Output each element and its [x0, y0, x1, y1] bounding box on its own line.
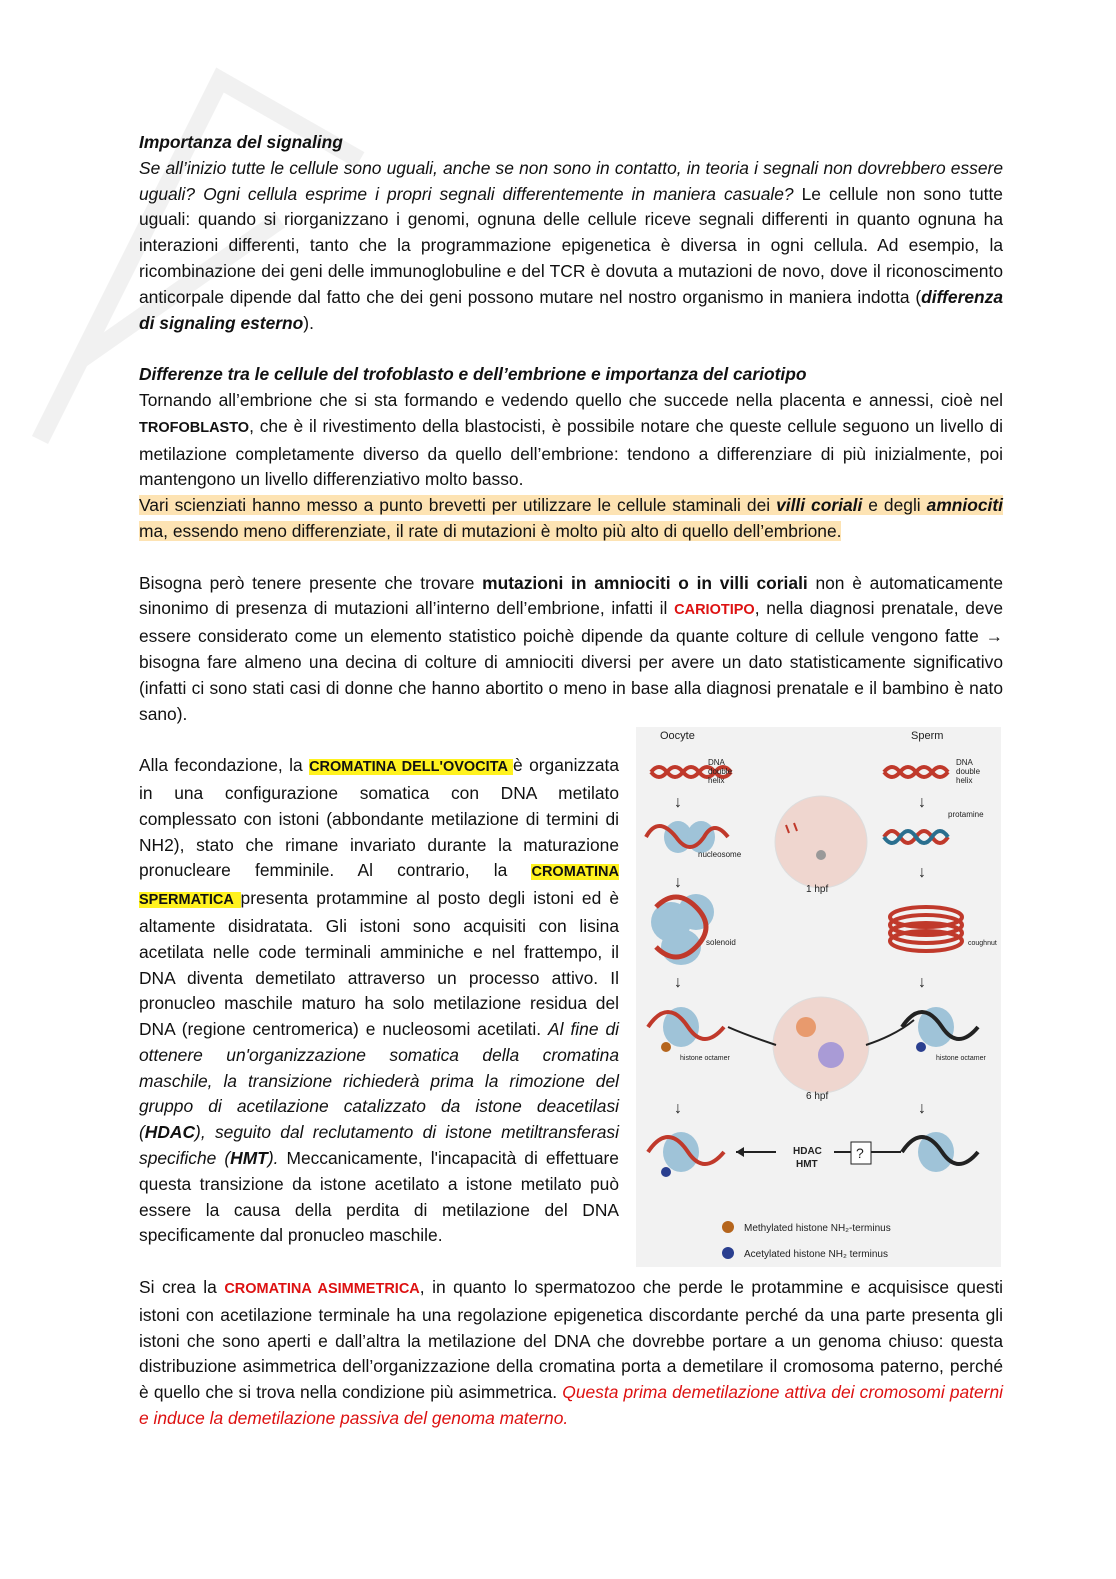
fig-nucleosome-label: nucleosome — [698, 850, 742, 860]
arrow-icon: → — [985, 626, 1003, 647]
fig-hmt-label: HMT — [796, 1159, 818, 1171]
asim-red-italic: Questa prima demetilazione attiva dei cromosomi paterni e induce la demetilazione passiva del genoma materno. — [139, 1382, 1003, 1429]
fec-text-d: Meccanicamente, l'incapacità di effettuare questa transizione da istone acetilato a istone metilato può essere la causa della perdita di metilazione del DNA specificamente dal pronucleo maschile. — [139, 1148, 619, 1246]
fig-hdac-label: HDAC — [793, 1146, 822, 1158]
trofoblasto-text-b: , che è il rivestimento della blastocisti, è possibile notare che queste cellule seguono un livello di metilazione completamente diverso da quello dell’embrione: tendono a differenziare di più inizialmente, poi mantengono un livello differenziativo molto basso. — [139, 415, 1003, 490]
fig-double-label-left: double — [708, 767, 733, 777]
term-cariotipo: CARIOTIPO — [674, 602, 755, 619]
hl-text-c: e degli — [862, 495, 927, 516]
fig-1hpf-label: 1 hpf — [806, 884, 829, 896]
heading-trofoblasto: Differenze tra le cellule del trofoblasto e dell’embrione e importanza del cariotipo — [139, 364, 807, 385]
term-trofoblasto: TROFOBLASTO — [139, 419, 250, 436]
signaling-body: Le cellule non sono tutte uguali: quando si riorganizzano i genomi, ognuna delle cellule riceve segnali differenti in quanto ognuna ha interazioni differenti, tanto che la programmazione epigenetica è diversa in ogni cellula. Ad esempio, la ricombinazione dei geni delle immunoglobuline e del TCR è dovuta a mutazioni de novo, dove il riconoscimento anticorpale dipende dal fatto che dei geni possono mutare nel nostro organismo in maniera indotta ( — [139, 183, 1003, 307]
term-villi-coriali: villi coriali — [776, 495, 863, 516]
asim-text-b: , in quanto lo spermatozoo che perde le protammine e acquisisce questi istoni con acetilazione terminale ha una regolazione epigenetica discordante perché da una parte presenta gli istoni che sono aperti e dall’altra la metilazione del DNA che dovrebbe portare a un genoma chiuso: questa distribuzione asimmetrica dell’organizzazione della cromatina porta a demetilare il cromosoma paterno, perché è quello che si trova nella condizione più asimmetrica. — [139, 1277, 1004, 1403]
term-cromatina-spermatica: CROMATINA SPERMATICA — [139, 864, 619, 909]
down-arrow-icon: ↓ — [674, 794, 682, 812]
term-hmt: HMT — [230, 1148, 268, 1169]
fig-question-mark: ? — [856, 1145, 864, 1162]
cariotipo-text-d: , nella diagnosi prenatale, deve essere considerato come un elemento statistico poichè dipende da quante colture di cellule vengono fatte — [139, 598, 1003, 647]
down-arrow-icon: ↓ — [918, 864, 926, 882]
document-page — [139, 130, 1003, 1432]
signaling-emphasis: differenza di signaling esterno — [139, 286, 1003, 333]
fig-octamer-label-right: histone octamer — [936, 1055, 986, 1063]
trofoblasto-text-a: Tornando all’embrione che si sta formando e vedendo quello che succede nella placenta e annessi, cioè nel — [139, 389, 1003, 410]
down-arrow-icon: ↓ — [674, 1100, 682, 1118]
fec-text-a: Alla fecondazione, la — [139, 755, 310, 776]
term-cromatina-asimmetrica: CROMATINA ASIMMETRICA — [224, 1281, 420, 1298]
fec-italic-3: ). — [267, 1148, 279, 1169]
fig-helix-label-left: helix — [708, 776, 725, 786]
section-cariotipo — [139, 571, 1003, 728]
cariotipo-bold: mutazioni in amniociti o in villi coriali — [482, 572, 808, 593]
signaling-question: Se all’inizio tutte le cellule sono uguali, anche se non sono in contatto, in teoria i segnali non dovrebbero essere uguali? Ogni cellula esprime i propri segnali differentemente in maniera casuale? — [139, 157, 1003, 204]
fig-label-sperm: Sperm — [911, 730, 944, 743]
legend-methyl-label: Methylated histone NH₂-terminus — [744, 1223, 891, 1235]
term-hdac: HDAC — [144, 1122, 196, 1143]
legend-acetyl-swatch — [722, 1247, 734, 1259]
fec-italic-2: ), seguito dal reclutamento di istone metiltransferasi specifiche ( — [139, 1122, 619, 1169]
down-arrow-icon: ↓ — [918, 794, 926, 812]
section-fecondazione — [139, 753, 619, 1249]
fig-octamer-label-left: histone octamer — [680, 1055, 730, 1063]
fig-label-oocyte: Oocyte — [660, 730, 695, 743]
term-cromatina-ovocita: CROMATINA DELL'OVOCITA — [309, 759, 514, 776]
fecondazione-block — [139, 727, 1003, 1261]
down-arrow-icon: ↓ — [674, 974, 682, 992]
zygote-1hpf — [775, 796, 867, 888]
fig-protamine-label: protamine — [948, 810, 984, 820]
section-asimmetrica — [139, 1275, 1003, 1432]
fec-text-b: è organizzata in una configurazione somatica con DNA metilato complessato con istoni (abbondante metilazione di termini di NH2), stato che rimane invariato durante la maturazione pronucleare femminile. Al contrario, la — [139, 755, 620, 881]
cariotipo-text-e: bisogna fare almeno una decina di colture di amniociti diversi per avere un dato statisticamente significativo (infatti ci sono stati casi di donne che hanno abortito o meno in base alla diagnosi prenatale e il bambino è nato sano). — [139, 651, 1003, 724]
fig-helix-label-right: helix — [956, 776, 973, 786]
fig-double-label-right: double — [956, 767, 981, 777]
fig-dna-label-right: DNA — [956, 758, 973, 768]
down-arrow-icon: ↓ — [918, 974, 926, 992]
heading-signaling: Importanza del signaling — [139, 132, 343, 152]
signaling-end: ). — [303, 312, 314, 333]
fig-coughnut-label: coughnut — [968, 940, 997, 948]
fig-solenoid-label: solenoid — [706, 938, 736, 948]
chromatin-figure — [636, 727, 1001, 1267]
hl-text-a: Vari scienziati hanno messo a punto brevetti per utilizzare le cellule staminali dei — [139, 495, 777, 516]
fec-text-c: presenta protammine al posto degli istoni ed è altamente disidratata. Gli istoni sono acquisiti con lisina acetilata nelle code terminali amminiche e nel frattempo, il DNA diventa demetilato attraverso un processo attivo. Il pronucleo maschile maturo ha solo metilazione residua del DNA (regione centromerica) e nucleosomi acetilati. — [139, 888, 619, 1040]
legend-methyl-swatch — [722, 1221, 734, 1233]
fec-italic-1: Al fine di ottenere un'organizzazione somatica della cromatina maschile, la transizione richiederà prima la rimozione del gruppo di acetilazione catalizzato da istone deacetilasi ( — [139, 1019, 619, 1143]
fig-6hpf-label: 6 hpf — [806, 1091, 829, 1103]
down-arrow-icon: ↓ — [918, 1100, 926, 1118]
hl-text-d: ma, essendo meno differenziate, il rate di mutazioni è molto più alto di quello dell’embrione. — [139, 520, 842, 541]
cariotipo-text-a: Bisogna però tenere presente che trovare — [139, 572, 483, 593]
legend-acetyl-label: Acetylated histone NH₂ terminus — [744, 1249, 888, 1261]
asim-text-a: Si crea la — [139, 1277, 225, 1298]
cariotipo-text-c: non è automaticamente sinonimo di presenza di mutazioni all’interno dell’embrione, infatti il — [139, 572, 1003, 619]
highlight-patents — [139, 495, 1003, 541]
fig-dna-label-left: DNA — [708, 758, 725, 768]
section-signaling — [139, 130, 1003, 336]
section-trofoblasto — [139, 362, 1003, 545]
down-arrow-icon: ↓ — [674, 874, 682, 892]
term-amniociti: amniociti — [926, 495, 1003, 516]
